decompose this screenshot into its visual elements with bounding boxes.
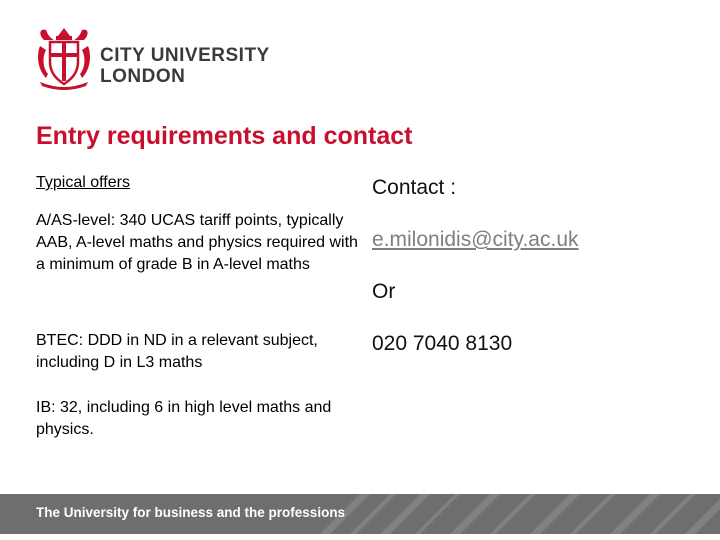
offer-btec: BTEC: DDD in ND in a relevant subject, including D in L3 maths: [36, 332, 318, 371]
slide-title: Entry requirements and contact: [36, 122, 413, 150]
crest-icon: [34, 26, 94, 90]
footer-pattern-icon: [300, 494, 720, 534]
footer-tagline: The University for business and the professions: [36, 505, 346, 520]
contact-email-link[interactable]: e.milonidis@city.ac.uk: [372, 228, 579, 251]
offer-ib: IB: 32, including 6 in high level maths and physics.: [36, 399, 332, 438]
or-label: Or: [372, 280, 396, 303]
university-logo: [34, 26, 270, 96]
offer-alevel: A/AS-level: 340 UCAS tariff points, typically AAB, A-level maths and physics required with a minimum of grade B in A-level maths: [36, 212, 358, 273]
contact-phone: 020 7040 8130: [372, 332, 513, 355]
logo-text-line1: CITY UNIVERSITY: [100, 45, 270, 66]
typical-offers-label: Typical offers: [36, 174, 130, 191]
footer-bar: [0, 494, 720, 534]
contact-label: Contact :: [372, 176, 457, 199]
logo-text-line2: LONDON: [100, 66, 186, 87]
offers-column: [36, 172, 366, 438]
